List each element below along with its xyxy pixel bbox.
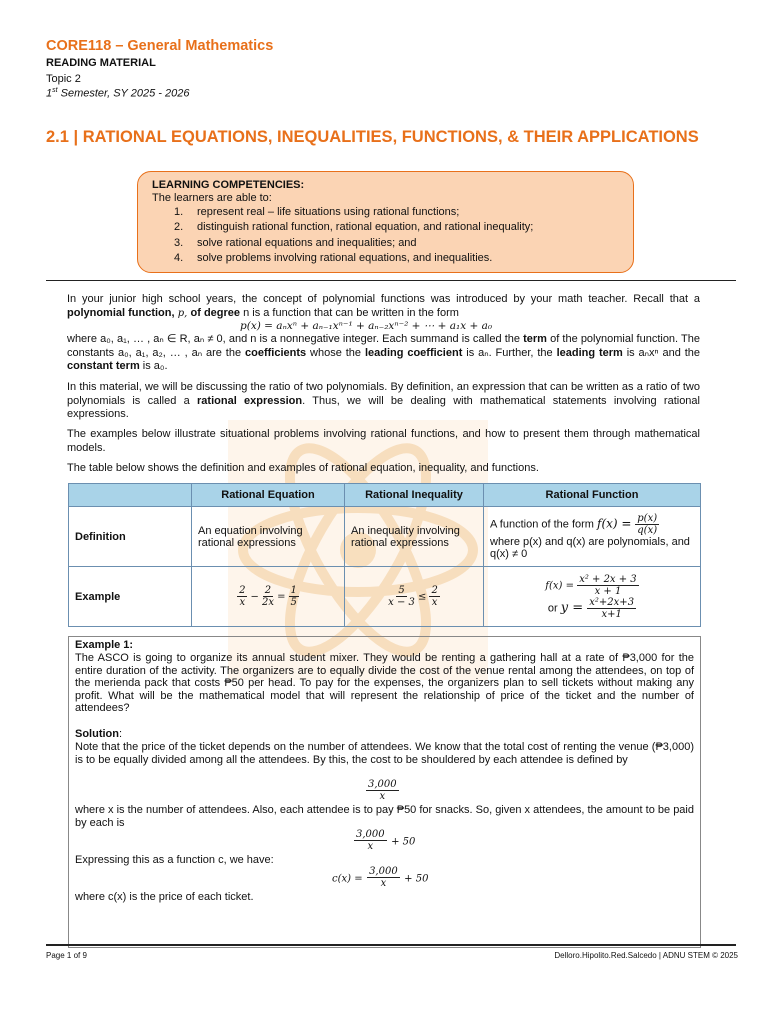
intro-paragraph-4: The examples below illustrate situational problems involving rational functions, and how to present them through mathematical models. <box>67 428 700 454</box>
table-cell: f(x) = $\frac{\text{x² + 2x + 3}}{x + 1}$ or y = $\frac{\text{x²+2x+3}}{x+1}$ <box>484 567 701 627</box>
semester-label: 1st Semester, SY 2025 - 2026 <box>46 87 190 100</box>
table-cell: Example <box>69 567 192 627</box>
table-cell: $\frac{2}{x}$ − $\frac{2}{2x}$ = $\frac{1}{5}$ <box>192 567 345 627</box>
table-cell: Definition <box>69 507 192 567</box>
list-item: 4. solve problems involving rational equations, and inequalities. <box>174 251 493 264</box>
fraction-cost: $\frac{3,000}{x}$ <box>368 779 397 802</box>
polynomial-formula: p(x) = aₙxⁿ + aₙ₋₁xⁿ⁻¹ + aₙ₋₂xⁿ⁻² + ⋯ + a₁x + a₀ <box>240 320 493 332</box>
competencies-title: LEARNING COMPETENCIES: <box>152 179 305 191</box>
list-item: 1. represent real – life situations using rational functions; <box>174 206 460 218</box>
table-header <box>69 484 192 507</box>
table-cell: An equation involving rational expressions <box>192 507 345 567</box>
table-cell: An inequality involving rational expressions <box>345 507 484 567</box>
table-header: Rational Inequality <box>345 484 484 507</box>
rational-table <box>68 483 701 627</box>
example-problem: The ASCO is going to organize its annual student mixer. They would be renting a gathering hall at a rate of ₱3,000 for the entire duration of the activity. The organizers are to equally divide the cost of the venue rental among the attendees, on top of the merienda pack that costs ₱50 per head. To pay for the expenses, the organizers plan to sell tickets without making any profit. What will be the mathematical model that will represent the relationship of price of the ticket and the number of attendees? <box>75 652 694 715</box>
list-item: 2. distinguish rational function, rational equation, and rational inequality; <box>174 221 534 234</box>
table-row <box>69 567 701 627</box>
intro-paragraph-5: The table below shows the definition and examples of rational equation, inequality, and functions. <box>67 462 539 474</box>
expression-total: $\frac{3,000}{x}$ + 50 <box>356 829 416 852</box>
table-cell: $\frac{5}{x - 3}$ ≤ $\frac{2}{x}$ <box>345 567 484 627</box>
function-c: c(x) = $\frac{3,000}{x}$ + 50 <box>332 866 429 889</box>
table-header-row <box>69 484 701 507</box>
example-title: Example 1: <box>75 639 134 651</box>
topic-label: Topic 2 <box>46 73 81 85</box>
table-row <box>69 507 701 567</box>
intro-paragraph-2: where a₀, a₁, … , aₙ ∈ R, aₙ ≠ 0, and n is a nonnegative integer. Each summand is called the term of the polynomial function. The constants a₀, a₁, a₂, … , aₙ are the coefficients whose the leading coefficient is aₙ. Further, the leading term is aₙxⁿ and the constant term is a₀. <box>67 333 701 373</box>
divider <box>46 280 736 281</box>
solution-label: Solution: <box>75 728 123 740</box>
intro-paragraph-3: In this material, we will be discussing the ratio of two polynomials. By definition, an expression that can be written as a ratio of two polynomials is called a rational expression. Thus, we will be dealing with mathematical statements involving rational expressions. <box>67 381 700 421</box>
solution-text-1: Note that the price of the ticket depends on the number of attendees. We know that the total cost of renting the venue (₱3,000) is to be equally divided among all the attendees. By this, the cost to be shouldered by each attendee is defined by <box>75 741 694 766</box>
competencies-intro: The learners are able to: <box>152 192 272 204</box>
table-header: Rational Equation <box>192 484 345 507</box>
footer-credit: Delloro.Hipolito.Red.Salcedo | ADNU STEM © 2025 <box>554 951 738 960</box>
table-cell: A function of the form f(x) = $\frac{p(x)}{q(x)}$ where p(x) and q(x) are polynomials, and q(x) ≠ 0 <box>484 507 701 567</box>
table-header: Rational Function <box>484 484 701 507</box>
material-label: READING MATERIAL <box>46 57 156 69</box>
page-number: Page 1 of 9 <box>46 951 87 960</box>
section-title: 2.1 | RATIONAL EQUATIONS, INEQUALITIES, FUNCTIONS, & THEIR APPLICATIONS <box>46 128 699 146</box>
solution-text-4: where c(x) is the price of each ticket. <box>75 891 254 903</box>
intro-paragraph-1: In your junior high school years, the concept of polynomial functions was introduced by your math teacher. Recall that a polynomial function, p, of degree n is a function that can be written in the form <box>67 293 700 319</box>
solution-text-3: Expressing this as a function c, we have: <box>75 854 274 866</box>
competencies-list <box>174 205 533 266</box>
solution-text-2: where x is the number of attendees. Also, each attendee is to pay ₱50 for snacks. So, given x attendees, the amount to be paid by each is <box>75 804 694 829</box>
footer-divider <box>46 944 736 946</box>
list-item: 3. solve rational equations and inequalities; and <box>174 236 417 249</box>
course-title: CORE118 – General Mathematics <box>46 38 274 54</box>
